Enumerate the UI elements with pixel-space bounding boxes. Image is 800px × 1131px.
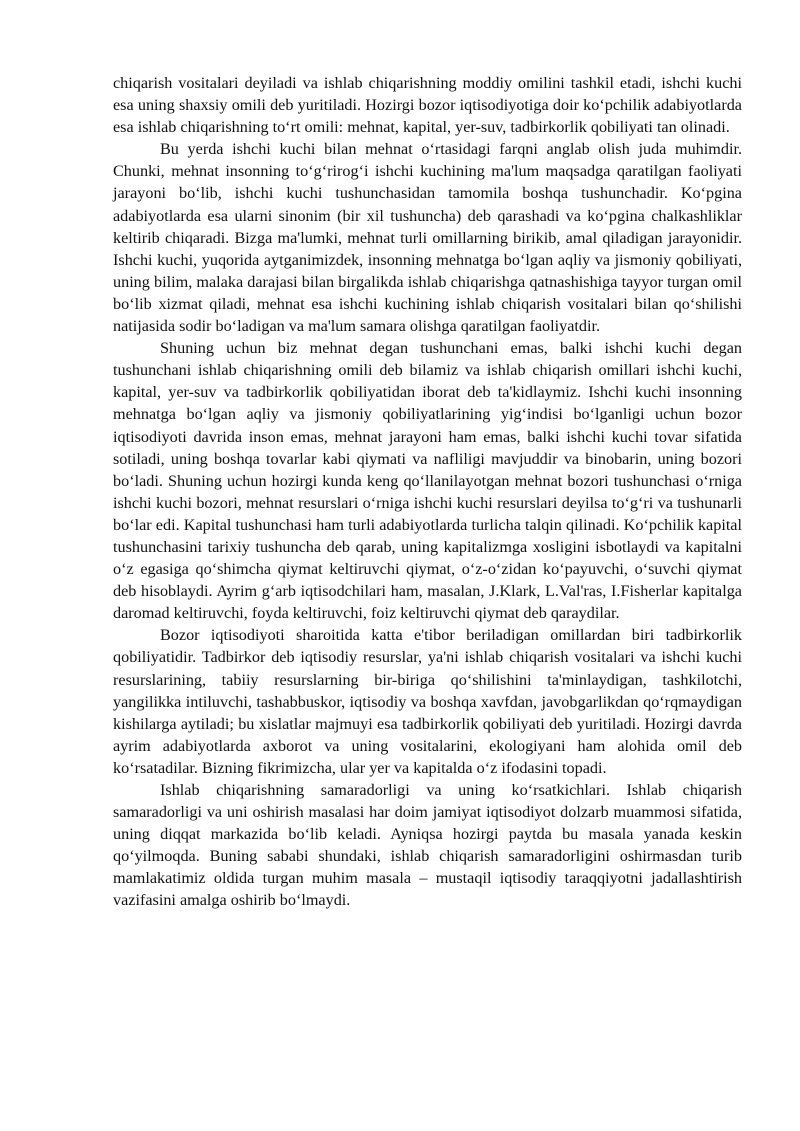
paragraph-1: chiqarish vositalari deyiladi va ishlab chiqarishning moddiy omilini tashkil etadi, ishchi kuchi esa uning shaxsiy omili deb yuritiladi. Hozirgi bozor iqtisodiyotiga doir koʻpchilik adabiyotlarda esa ishlab chiqarishning toʻrt omili: mehnat, kapital, yer-suv, tadbirkorlik qobiliyati tan olinadi. [113,74,742,137]
paragraph-5: Ishlab chiqarishning samaradorligi va uning koʻrsatkichlari. Ishlab chiqarish samaradorligi va uni oshirish masalasi har doim jamiyat iqtisodiyot dolzarb muammosi sifatida, uning diqqat markazida boʻlib keladi. Ayniqsa hozirgi paytda bu masala yanada keskin qoʻyilmoqda. Buning sababi shundaki, ishlab chiqarish samaradorligini oshirmasdan turib mamlakatimiz oldida turgan muhim masala – mustaqil iqtisodiy taraqqiyotni jadallashtirish vazifasini amalga oshirib boʻlmaydi. [113,781,742,910]
paragraph-2: Bu yerda ishchi kuchi bilan mehnat oʻrtasidagi farqni anglab olish juda muhimdir. Chunki, mehnat insonning toʻgʻrirogʻi ishchi kuchining ma'lum maqsadga qaratilgan faoliyati jarayoni boʻlib, ishchi kuchi tushunchasidan tamomila boshqa tushunchadir. Koʻpgina adabiyotlarda esa ularni sinonim (bir xil tushuncha) deb qarashadi va koʻpgina chalkashliklar keltirib chiqaradi. Bizga ma'lumki, mehnat turli omillarning birikib, amal qiladigan jarayonidir. Ishchi kuchi, yuqorida aytganimizdek, insonning mehnatga boʻlgan aqliy va jismoniy qobiliyati, uning bilim, malaka darajasi bilan birgalikda ishlab chiqarishga qatnashishiga tayyor turgan omil boʻlib xizmat qiladi, mehnat esa ishchi kuchining ishlab chiqarish vositalari bilan qoʻshilishi natijasida sodir boʻladigan va ma'lum samara olishga qaratilgan faoliyatdir. [113,140,742,336]
document-page [113,72,742,912]
paragraph-3: Shuning uchun biz mehnat degan tushunchani emas, balki ishchi kuchi degan tushunchani ishlab chiqarishning omili deb bilamiz va ishlab chiqarish omillari ishchi kuchi, kapital, yer-suv va tadbirkorlik qobiliyatidan iborat deb ta'kidlaymiz. Ishchi kuchi insonning mehnatga boʻlgan aqliy va jismoniy qobiliyatlarining yigʻindisi boʻlganligi uchun bozor iqtisodiyoti davrida inson emas, mehnat jarayoni ham emas, balki ishchi kuchi tovar sifatida sotiladi, uning boshqa tovarlar kabi qiymati va nafliligi mavjuddir va binobarin, uning bozori boʻladi. Shuning uchun hozirgi kunda keng qoʻllanilayotgan mehnat bozori tushunchasi oʻrniga ishchi kuchi bozori, mehnat resurslari oʻrniga ishchi kuchi resurslari deyilsa toʻgʻri va tushunarli boʻlar edi. Kapital tushunchasi ham turli adabiyotlarda turlicha talqin qilinadi. Koʻpchilik kapital tushunchasini tarixiy tushuncha deb qarab, uning kapitalizmga xosligini isbotlaydi va kapitalni oʻz egasiga qoʻshimcha qiymat keltiruvchi qiymat, oʻz-oʻzidan koʻpayuvchi, oʻsuvchi qiymat deb hisoblaydi. Ayrim gʻarb iqtisodchilari ham, masalan, J.Klark, L.Val'ras, I.Fisherlar kapitalga daromad keltiruvchi, foyda keltiruvchi, foiz keltiruvchi qiymat deb qaraydilar. [113,339,742,623]
paragraph-4: Bozor iqtisodiyoti sharoitida katta e'tibor beriladigan omillardan biri tadbirkorlik qobiliyatidir. Tadbirkor deb iqtisodiy resurslar, ya'ni ishlab chiqarish vositalari va ishchi kuchi resurslarining, tabiiy resurslarning bir-biriga qoʻshilishini ta'minlaydigan, tashkilotchi, yangilikka intiluvchi, tashabbuskor, iqtisodiy va boshqa xavfdan, javobgarlikdan qoʻrqmaydigan kishilarga aytiladi; bu xislatlar majmuyi esa tadbirkorlik qobiliyati deb yuritiladi. Hozirgi davrda ayrim adabiyotlarda axborot va uning vositalarini, ekologiyani ham alohida omil deb koʻrsatadilar. Bizning fikrimizcha, ular yer va kapitalda oʻz ifodasini topadi. [113,626,742,777]
